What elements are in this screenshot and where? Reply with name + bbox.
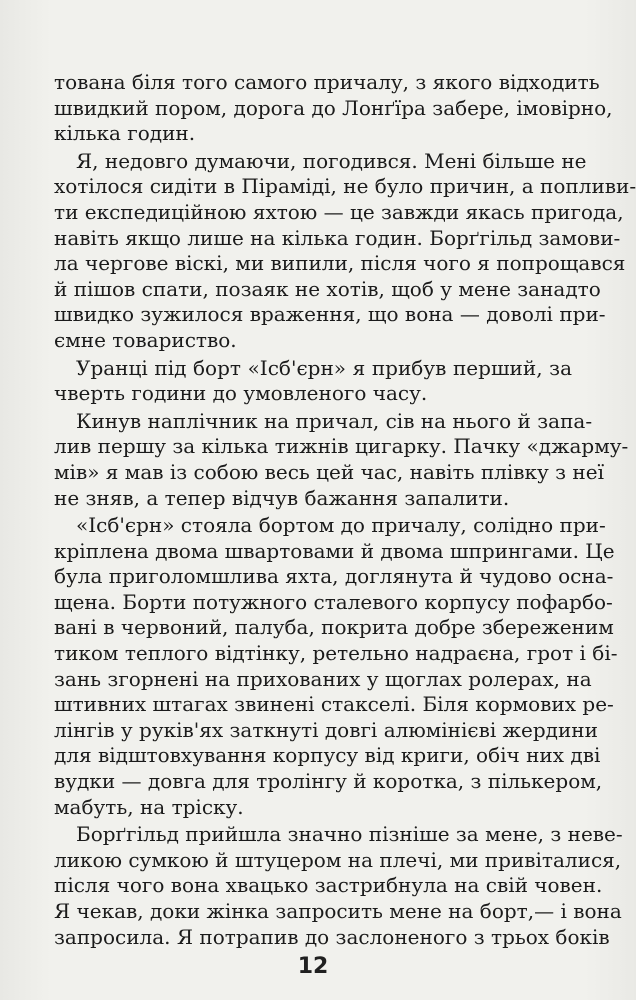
text-line: лив першу за кілька тижнів цигарку. Пачку «джарму- <box>54 434 629 459</box>
text-line: навіть якщо лише на кілька годин. Борґгільд замови- <box>54 225 621 250</box>
text-line: швидко зужилося враження, що вона — доволі при- <box>54 302 606 327</box>
text-line: ти експедиційною яхтою — це завжди якась пригода, <box>54 199 624 224</box>
text-line: чверть години до умовленого часу. <box>54 381 428 406</box>
text-line: тована біля того самого причалу, з якого відходить <box>54 70 600 94</box>
text-line: запросила. Я потрапив до заслоненого з трьох боків <box>54 924 610 949</box>
text-line: вудки — довга для тролінгу й коротка, з пількером, <box>54 769 603 794</box>
paragraph-1 <box>54 70 613 147</box>
text-line: ликою сумкою й штуцером на плечі, ми привіталися, <box>54 847 622 872</box>
text-line: Кинув наплічник на причал, сів на нього й запа- <box>76 408 593 433</box>
text-line: після чого вона хвацько застрибнула на свій човен. <box>54 873 603 898</box>
paragraph-6 <box>54 822 623 950</box>
page-number: 12 <box>297 954 329 979</box>
book-page-text <box>54 70 636 950</box>
text-line: хотілося сидіти в Піраміді, не було причин, а попливи- <box>54 174 636 199</box>
text-line: ла чергове віскі, ми випили, після чого я попрощався <box>54 251 626 276</box>
text-line: Я, недовго думаючи, погодився. Мені більше не <box>76 148 587 173</box>
text-line: була приголомшлива яхта, доглянута й чудово осна- <box>54 564 614 589</box>
text-line: лінгів у руків'ях заткнуті довгі алюмінієві жердини <box>54 717 598 742</box>
text-line: не зняв, а тепер відчув бажання запалити. <box>54 485 510 510</box>
text-line: кріплена двома швартовами й двома шпрингами. Це <box>54 538 615 563</box>
text-line: для відштовхування корпусу від криги, обіч них дві <box>54 743 601 768</box>
text-line: кілька годин. <box>54 121 196 146</box>
text-line: мів» я мав із собою весь цей час, навіть плівку з неї <box>54 459 604 484</box>
text-line: мабуть, на тріску. <box>54 794 244 819</box>
paragraph-2 <box>54 148 636 354</box>
paragraph-3 <box>54 356 572 407</box>
text-line: зань згорнені на прихованих у щоглах ролерах, на <box>54 666 592 691</box>
text-line: Борґгільд прийшла значно пізніше за мене, з неве- <box>76 822 623 847</box>
text-line: ємне товариство. <box>54 327 237 352</box>
text-line: швидкий пором, дорога до Лонґїра забере, імовірно, <box>54 95 613 120</box>
text-line: «Ісб'єрн» стояла бортом до причалу, солідно при- <box>76 513 606 538</box>
paragraph-5 <box>54 513 618 820</box>
text-line: Уранці під борт «Ісб'єрн» я прибув перший, за <box>76 355 572 380</box>
text-line: тиком теплого відтінку, ретельно надраєна, грот і бі- <box>54 641 618 666</box>
text-line: Я чекав, доки жінка запросить мене на борт,— і вона <box>54 899 622 923</box>
text-line: й пішов спати, позаяк не хотів, щоб у мене занадто <box>54 276 601 301</box>
paragraph-4 <box>54 408 629 511</box>
text-line: вані в червоний, палуба, покрита добре збереженим <box>54 615 614 640</box>
text-line: щена. Борти потужного сталевого корпусу пофарбо- <box>54 589 613 614</box>
text-line: штивних штагах звинені стакселі. Біля кормових ре- <box>54 692 614 717</box>
